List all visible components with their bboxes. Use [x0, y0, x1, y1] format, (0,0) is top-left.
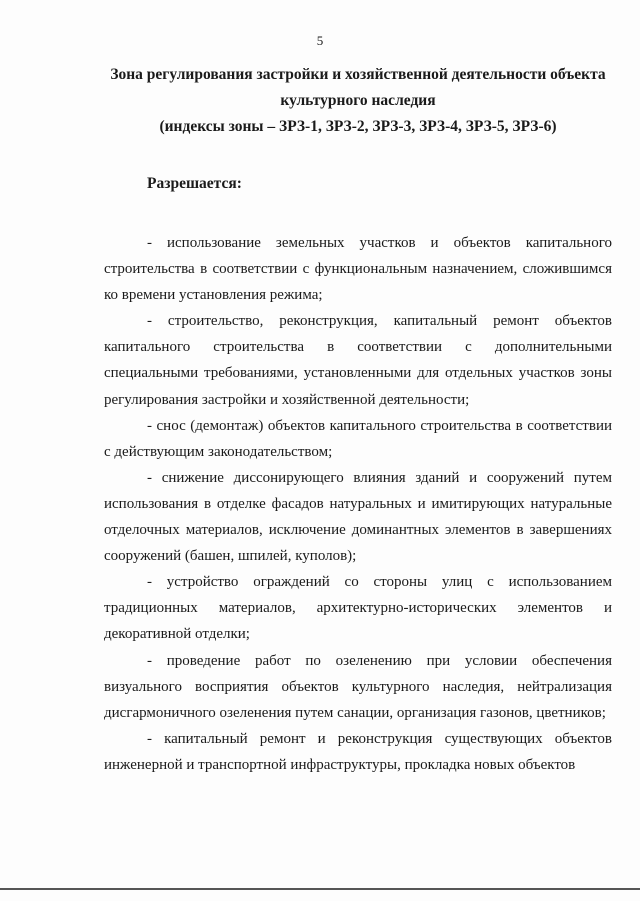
list-item: - проведение работ по озеленению при условии обеспечения визуального восприятия объектов культурного наследия, нейтрализация дисгармоничного озеленения путем санации, организация газонов, цветников;: [104, 652, 612, 721]
list-item: - строительство, реконструкция, капитальный ремонт объектов капитального строительства в соответствии с дополнительными специальными требованиями, установленными для отдельных участков зоны регулирования застройки и хозяйственной деятельности;: [104, 313, 612, 408]
page-number: 5: [316, 33, 324, 48]
allowed-list: [104, 230, 612, 778]
heading-zone-indexes: (индексы зоны – ЗРЗ-1, ЗРЗ-2, ЗРЗ-3, ЗРЗ-4, ЗРЗ-5, ЗРЗ-6): [159, 118, 557, 135]
list-item: - капитальный ремонт и реконструкция существующих объектов инженерной и транспортной инфраструктуры, прокладка новых объектов: [104, 730, 612, 773]
section-heading: [104, 62, 612, 140]
allowed-label: Разрешается:: [147, 175, 242, 192]
list-item: - снос (демонтаж) объектов капитального строительства в соответствии с действующим законодательством;: [104, 417, 612, 460]
list-item: - использование земельных участков и объектов капитального строительства в соответствии с функциональным назначением, сложившимся ко времени установления режима;: [104, 235, 612, 304]
heading-title: Зона регулирования застройки и хозяйственной деятельности объекта культурного наследия: [110, 66, 606, 109]
scan-bottom-edge: [0, 888, 640, 890]
list-item: - устройство ограждений со стороны улиц с использованием традиционных материалов, архитектурно-исторических элементов и декоративной отделки;: [104, 574, 612, 643]
list-item: - снижение диссонирующего влияния зданий и сооружений путем использования в отделке фасадов натуральных и имитирующих натуральные отделочных материалов, исключение доминантных элементов в завершениях сооружений (башен, шпилей, куполов);: [104, 469, 612, 565]
